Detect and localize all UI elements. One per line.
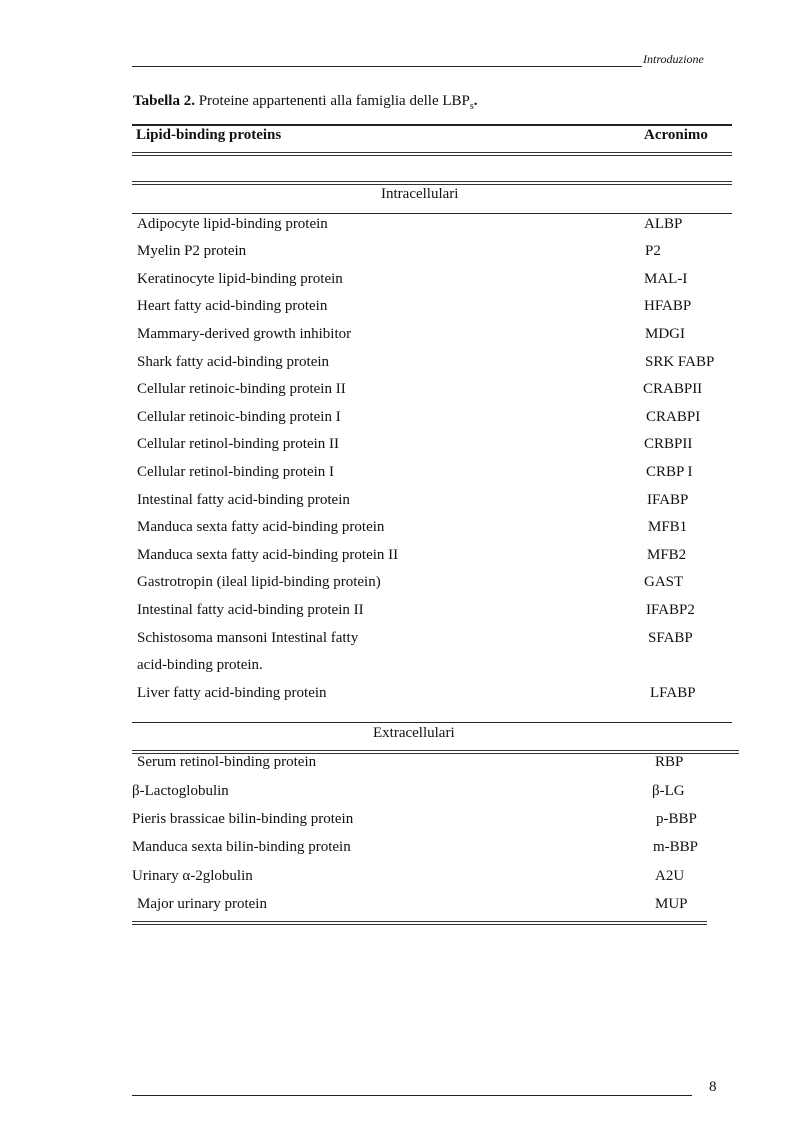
protein-name: Manduca sexta bilin-binding protein <box>132 839 351 855</box>
protein-acronym: CRABPI <box>646 409 701 425</box>
protein-name: Cellular retinol-binding protein I <box>137 464 335 480</box>
protein-name: Cellular retinoic-binding protein I <box>137 409 341 425</box>
protein-acronym: CRABPII <box>643 381 703 397</box>
protein-name: Mammary-derived growth inhibitor <box>137 326 352 342</box>
protein-acronym: SFABP <box>648 630 693 646</box>
column-header-protein: Lipid-binding proteins <box>136 127 282 143</box>
protein-name: Intestinal fatty acid-binding protein II <box>137 602 364 618</box>
table-bottom-rule <box>132 921 707 925</box>
protein-name-continued: acid-binding protein. <box>137 657 263 673</box>
protein-acronym: MDGI <box>645 326 685 342</box>
protein-acronym: MFB1 <box>648 519 688 535</box>
header-section-title: Introduzione <box>643 52 704 66</box>
protein-acronym: m-BBP <box>653 839 699 855</box>
table-top-rule <box>132 124 732 126</box>
caption-label: Tabella 2. <box>133 93 195 109</box>
table-header-rule <box>132 152 732 156</box>
protein-name: Urinary α-2globulin <box>132 868 253 884</box>
protein-acronym: SRK FABP <box>645 354 715 370</box>
protein-name: Liver fatty acid-binding protein <box>137 685 327 701</box>
intracellular-label-rule <box>132 213 732 214</box>
protein-acronym: CRBPII <box>644 436 693 452</box>
protein-acronym: RBP <box>655 754 684 770</box>
protein-name: Manduca sexta fatty acid-binding protein II <box>137 547 399 563</box>
caption-subscript: s <box>469 101 474 112</box>
protein-acronym: MUP <box>655 896 688 912</box>
caption-end: . <box>473 93 478 109</box>
protein-name: Adipocyte lipid-binding protein <box>137 216 328 232</box>
header-rule <box>132 66 642 67</box>
protein-acronym: ALBP <box>644 216 683 232</box>
protein-acronym: β-LG <box>652 783 685 799</box>
protein-name: Cellular retinoic-binding protein II <box>137 381 346 397</box>
extracellular-top-rule <box>132 722 732 723</box>
protein-acronym: IFABP <box>647 492 689 508</box>
protein-name: Gastrotropin (ileal lipid-binding protein) <box>137 574 381 590</box>
extracellular-section-label: Extracellulari <box>373 725 455 741</box>
intracellular-top-rule <box>132 181 732 185</box>
protein-name: Heart fatty acid-binding protein <box>137 298 328 314</box>
protein-acronym: GAST <box>644 574 684 590</box>
protein-acronym: P2 <box>645 243 661 259</box>
protein-name: Myelin P2 protein <box>137 243 247 259</box>
page-number: 8 <box>709 1079 717 1095</box>
protein-name: Shark fatty acid-binding protein <box>137 354 330 370</box>
protein-acronym: A2U <box>655 868 685 884</box>
protein-name: Cellular retinol-binding protein II <box>137 436 340 452</box>
protein-name: β-Lactoglobulin <box>132 783 229 799</box>
protein-name: Schistosoma mansoni Intestinal fatty <box>137 630 359 646</box>
footer-rule <box>132 1095 692 1096</box>
intracellular-section-label: Intracellulari <box>381 186 459 202</box>
protein-name: Intestinal fatty acid-binding protein <box>137 492 350 508</box>
protein-acronym: CRBP I <box>646 464 693 480</box>
protein-acronym: MFB2 <box>647 547 687 563</box>
protein-name: Keratinocyte lipid-binding protein <box>137 271 343 287</box>
table-caption <box>133 93 478 112</box>
protein-acronym: MAL-I <box>644 271 688 287</box>
protein-acronym: IFABP2 <box>646 602 695 618</box>
protein-name: Manduca sexta fatty acid-binding protein <box>137 519 385 535</box>
protein-name: Serum retinol-binding protein <box>137 754 317 770</box>
caption-text: Proteine appartenenti alla famiglia delle LBP <box>194 93 470 109</box>
protein-acronym: LFABP <box>650 685 696 701</box>
protein-name: Pieris brassicae bilin-binding protein <box>132 811 354 827</box>
protein-acronym: HFABP <box>644 298 692 314</box>
column-header-acronym: Acronimo <box>644 127 708 143</box>
protein-acronym: p-BBP <box>656 811 697 827</box>
protein-name: Major urinary protein <box>137 896 267 912</box>
